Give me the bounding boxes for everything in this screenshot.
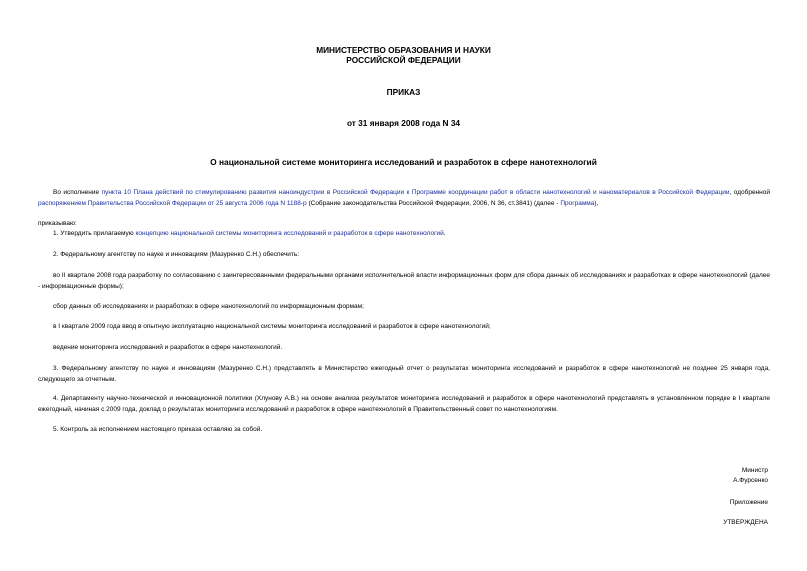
document-subject: О национальной системе мониторинга исследований и разработок в сфере нанотехнологий	[210, 157, 597, 167]
ministry-name-line2: РОССИЙСКОЙ ФЕДЕРАЦИИ	[346, 55, 461, 65]
item-3: 3. Федеральному агентству по науке и инновациям (Мазуренко С.Н.) представлять в Министерство ежегодный отчет о результатах мониторинга исследований и разработок в сфере нанотехнологий не позднее 25 января года, следующего за отчетным.	[38, 365, 770, 383]
document-type: ПРИКАЗ	[386, 87, 421, 97]
item-1-end: .	[443, 230, 446, 237]
ministry-name-line1: МИНИСТЕРСТВО ОБРАЗОВАНИЯ И НАУКИ	[316, 45, 491, 55]
item-2-intro: 2. Федеральному агентству по науке и инновациям (Мазуренко С.Н.) обеспечить:	[53, 251, 300, 258]
item-4: 4. Департаменту научно-технической и инновационной политики (Хлунову А.В.) на основе анализа результатов мониторинга исследований и разработок в сфере нанотехнологий представлять в установленном порядке в I квартале ежегодный, начиная с 2009 года, доклад о результатах мониторинга исследований и разработок в сфере нанотехнологий в Правительственный совет по нанотехнологиям.	[38, 395, 770, 413]
preamble-text-1: Во исполнение	[53, 189, 102, 196]
preamble-text-2: , одобренной	[729, 189, 770, 196]
item-2-sub-1: во II квартале 2008 года разработку по согласованию с заинтересованными федеральными органами исполнительной власти информационных форм для сбора данных об исследованиях и разработках в сфере нанотехнологий (далее - информационные формы);	[38, 272, 770, 290]
preamble-text-4: ),	[594, 199, 599, 207]
plan-point-10-link[interactable]: пункта 10 Плана действий по стимулированию развития наноиндустрии в Российской Федерации к Программе координации работ в области нанотехнологий и наноматериалов в Российской Федерации	[101, 189, 730, 196]
government-order-1188-link[interactable]: распоряжением Правительства Российской Федерации от 25 августа 2006 года N 1188-р	[38, 199, 307, 207]
approved-stamp: УТВЕРЖДЕНА	[723, 519, 768, 526]
item-2-sub-4: ведение мониторинга исследований и разработок в сфере нанотехнологий.	[53, 344, 283, 351]
item-1	[38, 229, 770, 240]
appendix-label: Приложение	[729, 499, 768, 506]
programme-link[interactable]: Программа	[560, 199, 595, 207]
item-2-sub-2: сбор данных об исследованиях и разработках в сфере нанотехнологий по информационным формам;	[53, 303, 364, 310]
concept-link[interactable]: концепцию национальной системы мониторинга исследований и разработок в сфере нанотехнологий	[135, 230, 444, 237]
item-5: 5. Контроль за исполнением настоящего приказа оставляю за собой.	[53, 426, 263, 433]
signature-position: Министр	[741, 467, 768, 474]
item-2-sub-3: в I квартале 2009 года ввод в опытную эксплуатацию национальной системы мониторинга исследований и разработок в сфере нанотехнологий;	[53, 323, 491, 330]
signature-name: А.Фурсенко	[733, 477, 768, 484]
preamble-paragraph	[38, 188, 770, 209]
orders-word: приказываю:	[38, 220, 77, 227]
document-date-number: от 31 января 2008 года N 34	[346, 118, 461, 128]
preamble-text-3: (Собрание законодательства Российской Федерации, 2006, N 36, ст.3841) (далее -	[306, 199, 561, 207]
item-1-text: 1. Утвердить прилагаемую	[53, 230, 136, 237]
